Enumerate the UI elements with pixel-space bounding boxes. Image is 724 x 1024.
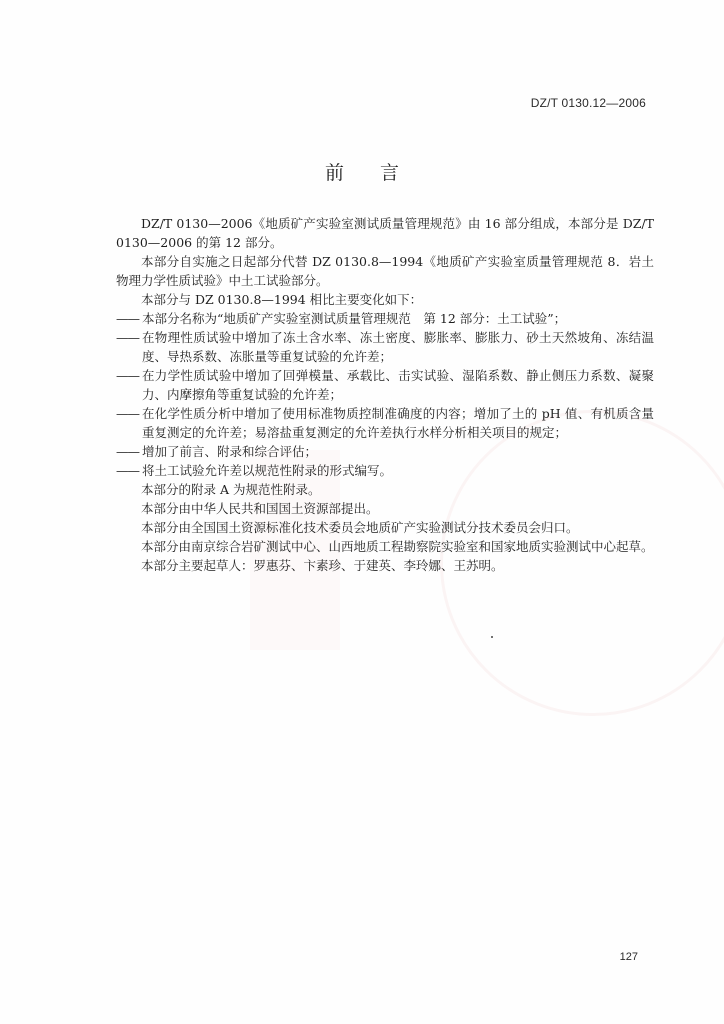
paragraph-intro: DZ/T 0130—2006《地质矿产实验室测试质量管理规范》由 16 部分组成，本部分是 DZ/T 0130—2006 的第 12 部分。 bbox=[116, 216, 654, 250]
change-item bbox=[116, 404, 654, 442]
change-item bbox=[116, 309, 654, 328]
foreword-body bbox=[116, 214, 654, 575]
change-item-text: 在化学性质分析中增加了使用标准物质控制准确度的内容；增加了土的 pH 值、有机质含量重复测定的允许差；易溶盐重复测定的允许差执行水样分析相关项目的规定； bbox=[142, 406, 654, 440]
page-number: 127 bbox=[619, 951, 638, 963]
change-item bbox=[116, 328, 654, 366]
paragraph-changes-lead: 本部分与 DZ 0130.8—1994 相比主要变化如下： bbox=[141, 292, 423, 307]
dash-marker: —— bbox=[116, 311, 139, 326]
change-item-text: 本部分名称为“地质矿产实验室测试质量管理规范 第 12 部分：土工试验”； bbox=[142, 311, 567, 326]
change-item bbox=[116, 442, 654, 461]
change-item-text: 在力学性质试验中增加了回弹模量、承载比、击实试验、湿陷系数、静止侧压力系数、凝聚力、内摩擦角等重复试验的允许差； bbox=[142, 368, 654, 402]
change-item bbox=[116, 461, 654, 480]
paragraph-appendix-note: 本部分的附录 A 为规范性附录。 bbox=[141, 482, 321, 497]
paragraph-replacement: 本部分自实施之日起部分代替 DZ 0130.8—1994《地质矿产实验室质量管理规范 8．岩土物理力学性质试验》中土工试验部分。 bbox=[116, 254, 654, 288]
paragraph-drafted-by: 本部分由南京综合岩矿测试中心、山西地质工程勘察院实验室和国家地质实验测试中心起草。 bbox=[141, 539, 654, 554]
dash-marker: —— bbox=[116, 406, 139, 421]
changes-list bbox=[116, 309, 654, 480]
dash-marker: —— bbox=[116, 368, 139, 383]
change-item-text: 将土工试验允许差以规范性附录的形式编写。 bbox=[142, 463, 393, 478]
page-title: 前言 bbox=[324, 162, 435, 184]
standard-code-header: DZ/T 0130.12—2006 bbox=[530, 96, 646, 110]
paragraph-drafters: 本部分主要起草人：罗惠芬、卞素珍、于建英、李玲娜、王苏明。 bbox=[141, 558, 504, 573]
change-item bbox=[116, 366, 654, 404]
scan-speck bbox=[491, 636, 493, 638]
dash-marker: —— bbox=[116, 444, 139, 459]
change-item-text: 在物理性质试验中增加了冻土含水率、冻土密度、膨胀率、膨胀力、砂土天然坡角、冻结温度、导热系数、冻胀量等重复试验的允许差； bbox=[142, 330, 654, 364]
paragraph-proposed-by: 本部分由中华人民共和国国土资源部提出。 bbox=[141, 501, 379, 516]
paragraph-managed-by: 本部分由全国国土资源标准化技术委员会地质矿产实验测试分技术委员会归口。 bbox=[141, 520, 579, 535]
dash-marker: —— bbox=[116, 330, 139, 345]
dash-marker: —— bbox=[116, 463, 139, 478]
change-item-text: 增加了前言、附录和综合评估； bbox=[142, 444, 318, 459]
